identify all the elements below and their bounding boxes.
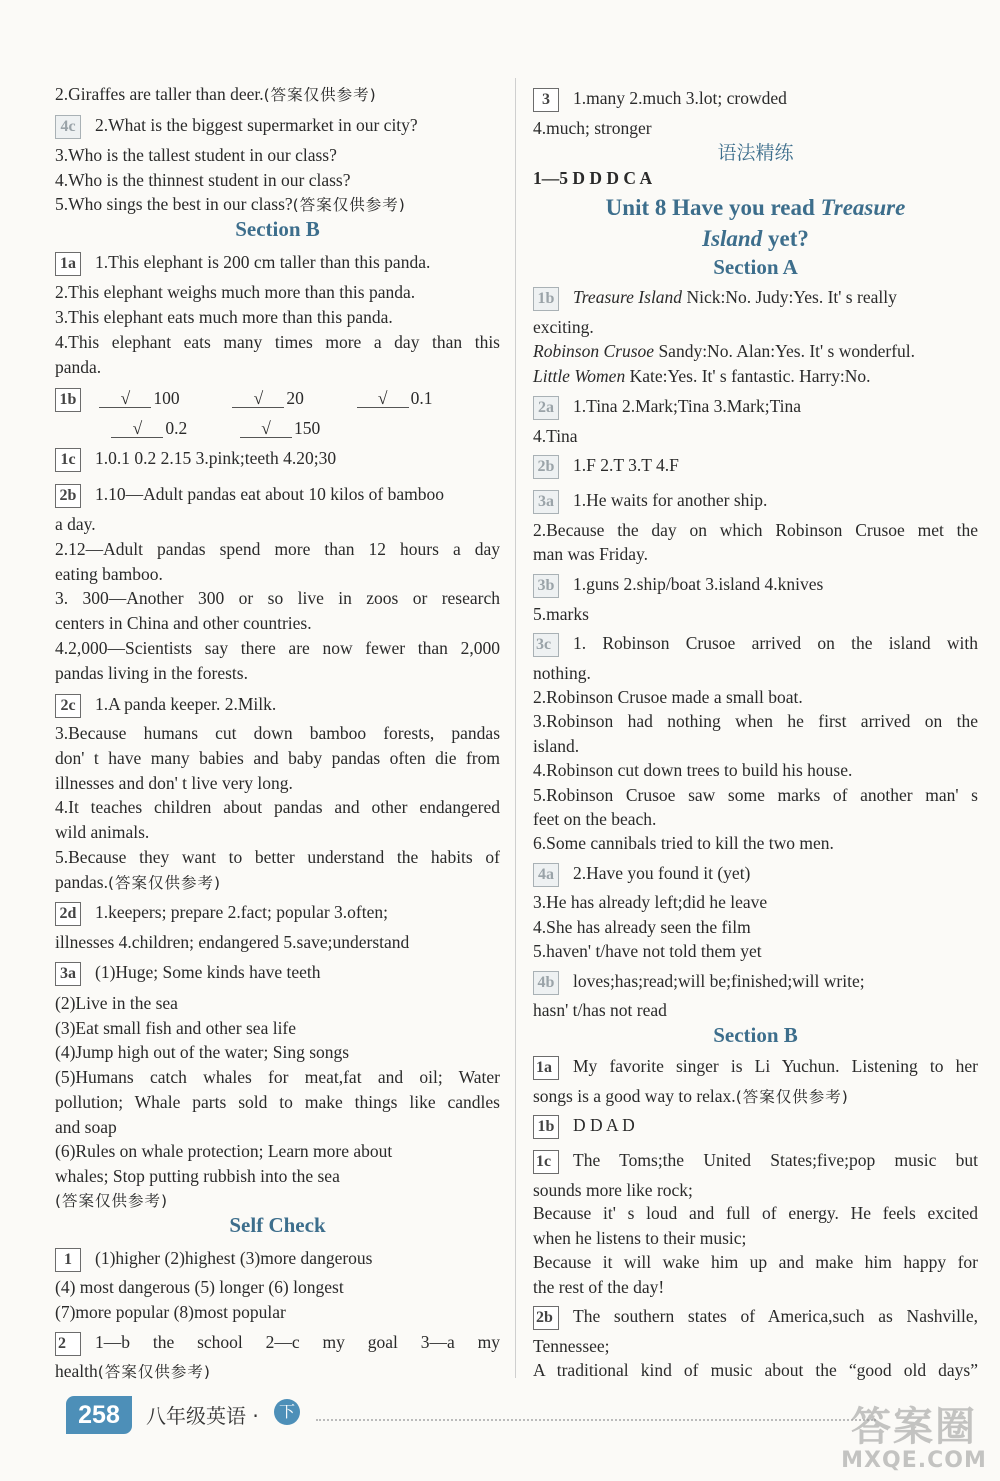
exercise-tag-1: 1: [55, 1248, 81, 1272]
answer-line: 6.Some cannibals tried to kill the two men.: [533, 833, 834, 853]
answer-line: pollution; Whale parts sold to make things like candles: [55, 1092, 500, 1112]
exercise-tag-2: 2: [55, 1332, 81, 1356]
answer-line: 5.Who sings the best in our class?(答案仅供参考): [55, 194, 406, 214]
answer-line: the rest of the day!: [533, 1277, 665, 1297]
section-a-heading: Section A: [713, 255, 798, 279]
exercise-tag-3: 3: [533, 88, 559, 112]
answer-line: 2.Giraffes are taller than deer.(答案仅供参考): [55, 84, 377, 104]
answer-line: 3.Who is the tallest student in our class?: [55, 145, 337, 165]
answer-line: 3.Because humans cut down bamboo forests, pandas: [55, 723, 500, 743]
answer-line: 5.marks: [533, 604, 589, 624]
answer-line: a day.: [55, 514, 96, 534]
page-number: 258: [66, 1396, 132, 1434]
check-mark: √: [111, 419, 163, 438]
answer-line: 4.much; stronger: [533, 118, 652, 138]
answer-line: 2.Because the day on which Robinson Crusoe met the: [533, 520, 978, 540]
answer-line: whales; Stop putting rubbish into the sea: [55, 1166, 340, 1186]
answer-line: 2b The southern states of America,such as Nashville,: [533, 1304, 978, 1330]
exercise-tag-1c: 1c: [533, 1150, 559, 1174]
answer-line: 3a 1.He waits for another ship.: [533, 488, 978, 514]
answer-line: 2b 1.F 2.T 3.T 4.F: [533, 453, 978, 479]
answer-line: Because it will wake him up and make him happy for: [533, 1252, 978, 1272]
check-mark: √: [99, 389, 151, 408]
answer-line: nothing.: [533, 663, 591, 683]
answer-line: 1c 1.0.1 0.2 2.15 3.pink;teeth 4.20;30: [55, 446, 500, 472]
answer-line: 3 1.many 2.much 3.lot; crowded: [533, 86, 978, 112]
watermark-logo: 答案圈 MXQE.COM: [841, 1404, 987, 1473]
answer-line: 1—5 D D D C A: [533, 168, 653, 188]
check-mark: √: [240, 419, 292, 438]
answer-line: (4)Jump high out of the water; Sing songs: [55, 1042, 350, 1062]
answer-line: 4c 2.What is the biggest supermarket in our city?: [55, 113, 500, 139]
answer-line: panda.: [55, 357, 102, 377]
exercise-tag-2d: 2d: [55, 902, 81, 926]
answer-line: eating bamboo.: [55, 564, 163, 584]
answer-line: 1a My favorite singer is Li Yuchun. Listening to her: [533, 1054, 978, 1080]
answer-line: (3)Eat small fish and other sea life: [55, 1018, 297, 1038]
answer-line: exciting.: [533, 317, 594, 337]
answer-line: health(答案仅供参考): [55, 1361, 211, 1381]
answer-line: pandas living in the forests.: [55, 663, 248, 683]
answer-line: when he listens to their music;: [533, 1228, 747, 1248]
exercise-tag-2b: 2b: [55, 484, 81, 508]
footer-divider: [316, 1419, 876, 1421]
answer-line: 3. 300—Another 300 or so live in zoos or research: [55, 588, 500, 608]
answer-line: 4.2,000—Scientists say there are now fewer than 2,000: [55, 638, 500, 658]
exercise-tag-3c: 3c: [533, 633, 559, 657]
answer-line: 1c The Toms;the United States;five;pop music but: [533, 1148, 978, 1174]
answer-line: 4.Who is the thinnest student in our class?: [55, 170, 351, 190]
answer-line: and soap: [55, 1117, 117, 1137]
unit-title: Unit 8 Have you read Treasure: [605, 195, 906, 220]
check-mark: √: [357, 389, 409, 408]
answer-line: 2a 1.Tina 2.Mark;Tina 3.Mark;Tina: [533, 394, 978, 420]
exercise-tag-2b: 2b: [533, 455, 559, 479]
answer-line: 2.Robinson Crusoe made a small boat.: [533, 687, 803, 707]
answer-line: wild animals.: [55, 822, 150, 842]
answer-line: 3c 1. Robinson Crusoe arrived on the island with: [533, 631, 978, 657]
answer-line: 3.This elephant eats much more than this panda.: [55, 307, 393, 327]
answer-line: 4.She has already seen the film: [533, 917, 751, 937]
answer-line: 2.This elephant weighs much more than this panda.: [55, 282, 416, 302]
answer-line: 4.Tina: [533, 426, 578, 446]
answer-line: 2.12—Adult pandas spend more than 12 hours a day: [55, 539, 500, 559]
answer-line: A traditional kind of music about the “good old days”: [533, 1360, 978, 1380]
answer-line: (5)Humans catch whales for meat,fat and oil; Water: [55, 1067, 500, 1087]
answer-line: don' t have many babies and baby pandas often die from: [55, 748, 500, 768]
answer-line: Because it' s loud and full of energy. He feels excited: [533, 1203, 978, 1223]
book-title: 八年级英语 ·: [146, 1404, 259, 1428]
exercise-tag-2a: 2a: [533, 396, 559, 420]
answer-line: 3b 1.guns 2.ship/boat 3.island 4.knives: [533, 572, 978, 598]
exercise-tag-2c: 2c: [55, 694, 81, 718]
check-mark: √: [232, 389, 284, 408]
answer-line: 5.Robinson Crusoe saw some marks of another man' s: [533, 785, 978, 805]
answer-line: (2)Live in the sea: [55, 993, 178, 1013]
answer-line: songs is a good way to relax.(答案仅供参考): [533, 1086, 849, 1106]
answer-line: 4.It teaches children about pandas and other endangered: [55, 797, 500, 817]
answer-line: 2c 1.A panda keeper. 2.Milk.: [55, 692, 500, 718]
answer-line: illnesses and don' t live very long.: [55, 773, 293, 793]
answer-line: (6)Rules on whale protection; Learn more about: [55, 1141, 393, 1161]
answer-line: 4a 2.Have you found it (yet): [533, 861, 978, 887]
column-divider: [515, 78, 516, 1378]
answer-line: Tennessee;: [533, 1336, 610, 1356]
page-footer: [66, 1390, 946, 1438]
answer-line: pandas.(答案仅供参考): [55, 872, 222, 892]
answer-line: Little Women Kate:Yes. It' s fantastic. Harry:No.: [533, 366, 871, 386]
exercise-tag-3b: 3b: [533, 574, 559, 598]
section-b-heading: Section B: [235, 217, 320, 241]
answer-line: island.: [533, 736, 580, 756]
exercise-tag-1b: 1b: [533, 1115, 559, 1139]
section-b-heading: Section B: [713, 1023, 798, 1047]
exercise-tag-1c: 1c: [55, 448, 81, 472]
exercise-tag-1b: 1b: [55, 388, 81, 412]
answer-line-1b: 1b √ 100 √ 20 √ 0.1: [55, 386, 500, 412]
answer-line: 4.This elephant eats many times more a day than this: [55, 332, 500, 352]
answer-line: 5.haven' t/have not told them yet: [533, 941, 762, 961]
answer-line: 2d 1.keepers; prepare 2.fact; popular 3.often;: [55, 900, 500, 926]
answer-line: 1a 1.This elephant is 200 cm taller than this panda.: [55, 250, 500, 276]
answer-line: 1 (1)higher (2)highest (3)more dangerous: [55, 1246, 500, 1272]
answer-line: centers in China and other countries.: [55, 613, 312, 633]
answer-line: 3a (1)Huge; Some kinds have teeth: [55, 960, 500, 986]
unit-title-cont: Island yet?: [702, 226, 809, 251]
answer-line: 1b Treasure Island Nick:No. Judy:Yes. It' s really: [533, 285, 978, 311]
volume-badge: 下: [274, 1399, 300, 1425]
answer-line: 2 1—b the school 2—c my goal 3—a my: [55, 1330, 500, 1356]
exercise-tag-4b: 4b: [533, 971, 559, 995]
exercise-tag-3a: 3a: [55, 962, 81, 986]
answer-line: Robinson Crusoe Sandy:No. Alan:Yes. It' s wonderful.: [533, 341, 916, 361]
exercise-tag-4c: 4c: [55, 115, 81, 139]
answer-line: 3.He has already left;did he leave: [533, 892, 768, 912]
answer-line: 4.Robinson cut down trees to build his house.: [533, 760, 853, 780]
exercise-tag-1a: 1a: [55, 252, 81, 276]
answer-line: feet on the beach.: [533, 809, 657, 829]
grammar-practice-heading: 语法精练: [717, 142, 794, 164]
answer-line: (7)more popular (8)most popular: [55, 1302, 286, 1322]
exercise-tag-2b: 2b: [533, 1306, 559, 1330]
exercise-tag-3a: 3a: [533, 490, 559, 514]
answer-line: (答案仅供参考): [55, 1192, 169, 1210]
answer-line: 3.Robinson had nothing when he first arrived on the: [533, 711, 978, 731]
answer-line-1b: √ 0.2 √ 150: [55, 416, 500, 440]
answer-line: 5.Because they want to better understand the habits of: [55, 847, 500, 867]
exercise-tag-1b: 1b: [533, 287, 559, 311]
answer-line: hasn' t/has not read: [533, 1000, 667, 1020]
answer-line: 1b D D A D: [533, 1113, 978, 1139]
answer-line: 4b loves;has;read;will be;finished;will write;: [533, 969, 978, 995]
exercise-tag-4a: 4a: [533, 863, 559, 887]
self-check-heading: Self Check: [229, 1213, 326, 1237]
answer-line: 2b 1.10—Adult pandas eat about 10 kilos of bamboo: [55, 482, 500, 508]
exercise-tag-1a: 1a: [533, 1056, 559, 1080]
answer-line: man was Friday.: [533, 544, 649, 564]
answer-line: (4) most dangerous (5) longer (6) longest: [55, 1277, 344, 1297]
answer-line: sounds more like rock;: [533, 1180, 693, 1200]
answer-line: illnesses 4.children; endangered 5.save;understand: [55, 932, 410, 952]
